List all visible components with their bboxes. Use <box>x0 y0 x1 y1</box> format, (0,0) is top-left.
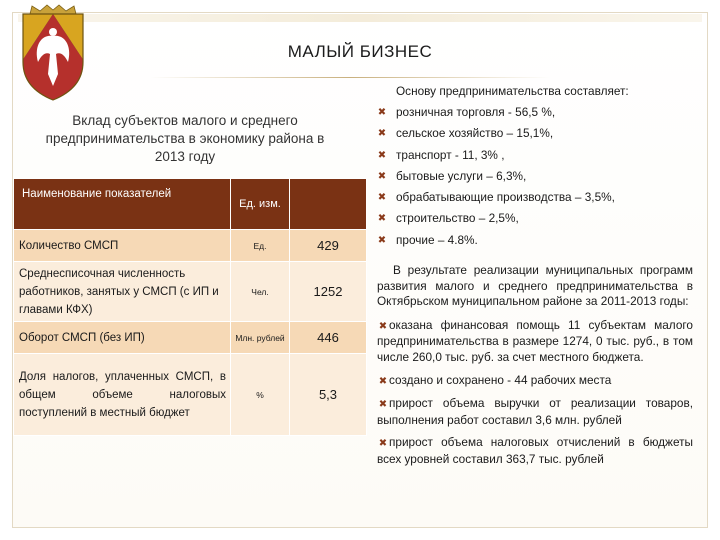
row-unit: Млн. рублей <box>231 322 290 354</box>
list-item-text: бытовые услуги – 6,3%, <box>396 168 527 183</box>
table-row <box>14 262 367 322</box>
row-value: 429 <box>290 230 367 262</box>
list-item <box>376 123 696 144</box>
list-item <box>377 318 693 366</box>
support-paragraph: В результате реализации муниципальных программ развития малого и среднего предпринимательства в Октябрьском муниципальном районе за 2011-2013 годы: <box>377 263 693 309</box>
x-bullet-icon: ✖ <box>378 375 388 387</box>
row-name: Количество СМСП <box>14 230 231 262</box>
header-cell-name: Наименование показателей <box>14 179 231 230</box>
list-item-text: обрабатывающие производства – 3,5%, <box>396 190 615 205</box>
table-subtitle: Вклад субъектов малого и среднего предпринимательства в экономику района в 2013 году <box>45 113 325 164</box>
x-bullet-icon: ✖ <box>377 128 387 140</box>
list-item <box>377 396 693 428</box>
x-bullet-icon: ✖ <box>377 170 387 182</box>
row-name: Оборот СМСП (без ИП) <box>14 322 231 354</box>
list-item <box>376 187 696 208</box>
row-value: 446 <box>290 322 367 354</box>
x-bullet-icon: ✖ <box>377 192 387 204</box>
top-decoration <box>18 14 702 22</box>
header-cell-value <box>290 179 367 230</box>
list-item-text: транспорт - 11, 3% , <box>396 147 505 162</box>
list-item-text: оказана финансовая помощь 11 субъектам малого предпринимательства в размере 1274, 0 тыс. руб., в том числе 260,0 тыс. руб. за счет местного бюджета. <box>377 317 693 364</box>
x-bullet-icon: ✖ <box>378 438 388 450</box>
x-bullet-icon: ✖ <box>378 320 388 332</box>
row-name: Среднесписочная численность работников, занятых у СМСП (с ИП и главами КФХ) <box>14 262 231 322</box>
list-item-text: розничная торговля - 56,5 %, <box>396 105 556 119</box>
list-item <box>376 102 696 123</box>
list-item <box>376 230 696 251</box>
support-block <box>377 263 693 475</box>
row-unit: Ед. <box>231 230 290 262</box>
list-item <box>377 435 693 467</box>
row-unit: Чел. <box>231 262 290 322</box>
title-divider <box>150 77 550 78</box>
indicators-table <box>13 178 367 436</box>
x-bullet-icon: ✖ <box>377 149 387 161</box>
list-item-text: прирост объема налоговых отчислений в бюджеты всех уровней составил 363,7 тыс. рублей <box>377 435 693 466</box>
row-value: 1252 <box>290 262 367 322</box>
row-name: Доля налогов, уплаченных СМСП, в общем объеме налоговых поступлений в местный бюджет <box>14 354 231 436</box>
list-item-text: строительство – 2,5%, <box>396 211 519 226</box>
page-title: МАЛЫЙ БИЗНЕС <box>287 42 433 61</box>
row-value: 5,3 <box>290 354 367 436</box>
table-row <box>14 322 367 354</box>
x-bullet-icon: ✖ <box>378 399 388 411</box>
x-bullet-icon: ✖ <box>377 234 387 246</box>
x-bullet-icon: ✖ <box>377 213 387 225</box>
list-item-text: прирост объема выручки от реализации товаров, выполнения работ составил 3,6 млн. рублей <box>377 396 693 427</box>
list-item <box>376 208 696 229</box>
table-row <box>14 230 367 262</box>
list-item <box>377 373 693 390</box>
table-header-row <box>14 179 367 230</box>
row-unit: % <box>231 354 290 436</box>
list-item-text: сельское хозяйство – 15,1%, <box>396 126 554 141</box>
structure-intro: Основу предпринимательства составляет: <box>396 84 629 98</box>
coat-of-arms-icon <box>20 4 86 102</box>
structure-list <box>376 102 696 251</box>
list-item-text: прочие – 4.8%. <box>396 232 478 247</box>
header-cell-unit: Ед. изм. <box>231 179 290 230</box>
list-item <box>376 145 696 166</box>
table-row <box>14 354 367 436</box>
list-item <box>376 166 696 187</box>
support-list <box>377 318 693 468</box>
list-item-text: создано и сохранено - 44 рабочих места <box>389 372 612 387</box>
x-bullet-icon: ✖ <box>377 107 387 118</box>
